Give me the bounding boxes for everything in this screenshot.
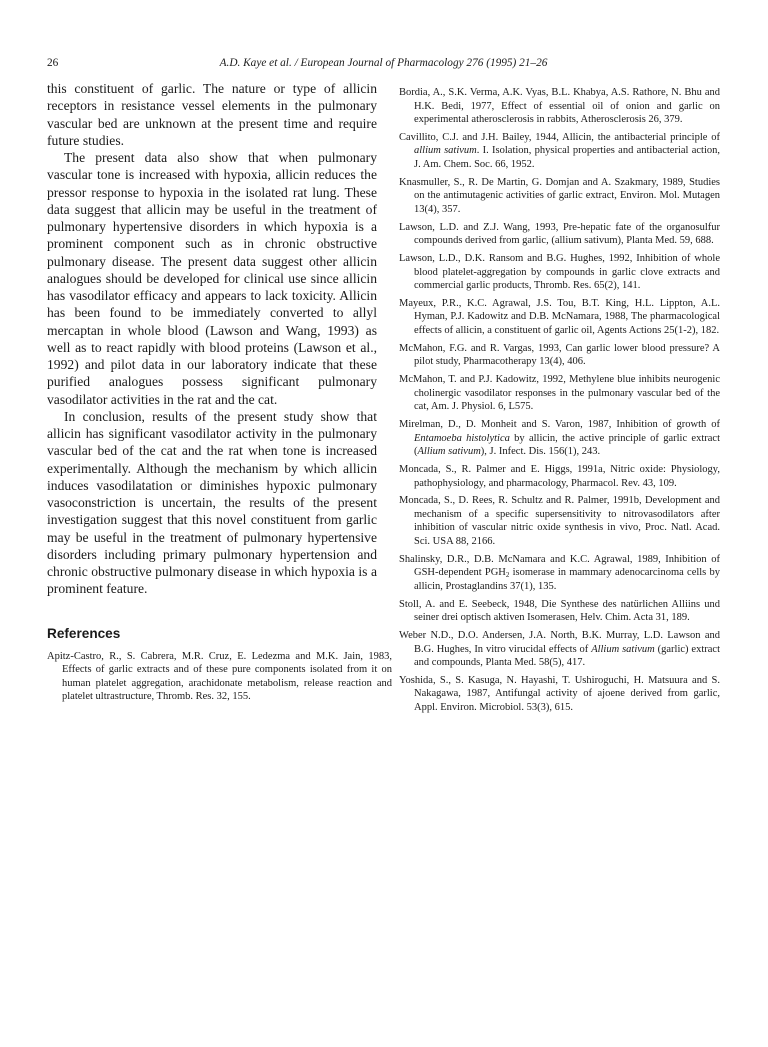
page-number: 26 (47, 57, 59, 69)
body-paragraph: this constituent of garlic. The nature or type of allicin receptors in resistance vessel elements in the pulmonary vascular bed are unknown at the present time and require future studies. (47, 81, 377, 148)
reference-italic-term: Entamoeba histolytica (414, 432, 510, 444)
reference-text: ), J. Infect. Dis. 156(1), 243. (480, 446, 601, 458)
references-heading: References (47, 625, 121, 641)
reference-list-right (399, 86, 720, 714)
reference-item (399, 553, 720, 594)
reference-text: Knasmuller, S., R. De Martin, G. Domjan and A. Szakmary, 1989, Studies on the antimutagenic activities of garlic extract, Environ. Mol. Mutagen 13(4), 357. (399, 176, 720, 215)
reference-item (399, 418, 720, 459)
reference-item (399, 131, 720, 172)
reference-item (399, 221, 720, 248)
reference-text: Stoll, A. and E. Seebeck, 1948, Die Synthese des natürlichen Alliins und seiner drei optisch aktiven Isomerasen, Helv. Chim. Acta 31, 189. (399, 598, 720, 624)
reference-text: Weber N.D., D.O. Andersen, J.A. North, B.K. Murray, L.D. Lawson and B.G. Hughes, In vitro virucidal effects of (399, 630, 720, 655)
reference-text: Yoshida, S., S. Kasuga, N. Hayashi, T. Ushiroguchi, H. Matsuura and S. Nakagawa, 1987, Antifungal activity of ajoene derived from garlic, Appl. Environ. Microbiol. 53(3), 615. (399, 674, 720, 713)
reference-text: isomerase in mammary adenocarcinoma cells by allicin, Prostaglandins 37(1), 135. (414, 567, 720, 592)
reference-item (399, 176, 720, 217)
reference-text: Lawson, L.D. and Z.J. Wang, 1993, Pre-hepatic fate of the organosulfur compounds derived from garlic, (allium sativum), Planta Med. 59, 688. (399, 221, 720, 247)
reference-italic-term: allium sativum (414, 145, 477, 157)
reference-text: Cavillito, C.J. and J.H. Bailey, 1944, Allicin, the antibacterial principle of (399, 131, 720, 143)
reference-item (399, 297, 720, 338)
reference-text: McMahon, T. and P.J. Kadowitz, 1992, Methylene blue inhibits neurogenic cholinergic vasodilator responses in the pulmonary vascular bed of the cat, Am. J. Physiol. 6, L575. (399, 374, 720, 413)
reference-list-left (47, 650, 392, 704)
reference-text: Mirelman, D., D. Monheit and S. Varon, 1987, Inhibition of growth of (399, 419, 720, 431)
reference-text: Moncada, S., D. Rees, R. Schultz and R. Palmer, 1991b, Development and mechanism of a specific supersensitivity to nitrovasodilators after inhibition of vascular nitric oxide synthesis in vivo, Proc. Natl. Acad. Sci. USA 88, 2166. (399, 495, 720, 547)
reference-text: Moncada, S., R. Palmer and E. Higgs, 1991a, Nitric oxide: Physiology, pathophysiology, and pharmacology, Pharmacol. Rev. 43, 109. (399, 464, 720, 489)
reference-text: Mayeux, P.R., K.C. Agrawal, J.S. Tou, B.T. King, H.L. Lippton, A.L. Hyman, P.J. Kadowitz and D.B. McNamara, 1988, The pharmacological effects of allicin, a constituent of garlic oil, Agents Actions 25(1-2), 182. (399, 297, 720, 336)
reference-item (47, 650, 392, 704)
reference-text: McMahon, F.G. and R. Vargas, 1993, Can garlic lower blood pressure? A pilot study, Pharmacotherapy 13(4), 406. (399, 342, 720, 368)
reference-text: by allicin, the active principle of garlic extract ( (414, 432, 720, 458)
reference-text: Shalinsky, D.R., D.B. McNamara and K.C. Agrawal, 1989, Inhibition of GSH-dependent PGH (399, 553, 720, 579)
reference-text: Lawson, L.D., D.K. Ransom and B.G. Hughes, 1992, Inhibition of whole blood platelet-aggregation by compounds in garlic clove extracts and commercial garlic products, Thromb. Res. 65(2), 141. (399, 253, 720, 292)
reference-item (399, 629, 720, 670)
reference-text: (garlic) extract and compounds, Planta Med. 58(5), 417. (414, 643, 720, 669)
reference-item (399, 86, 720, 127)
reference-item (399, 252, 720, 293)
right-column (399, 86, 720, 719)
reference-item (399, 463, 720, 490)
reference-item (399, 342, 720, 369)
reference-item (399, 674, 720, 715)
reference-item (399, 494, 720, 548)
running-head (47, 57, 720, 73)
reference-subscript: 2 (505, 571, 510, 580)
reference-item (399, 373, 720, 414)
reference-italic-term: Allium sativum (417, 446, 481, 458)
body-paragraph: The present data also show that when pulmonary vascular tone is increased with hypoxia, allicin reduces the pressor response to hypoxia in the isolated rat lung. These data suggest that allicin may be useful in the treatment of pulmonary hypertensive disorders in which hypoxia is a prominent component such as in chronic obstructive pulmonary disease. The present data suggest other allicin analogues should be developed for clinical use since allicin has vasodilator efficacy and appears to lack toxicity. Allicin has been found to be immediately converted to allyl mercaptan in whole blood (Lawson and Wang, 1993) as well as to react rapidly with blood proteins (Lawson et al., 1992) and pilot data in our laboratory indicate that these purified analogues possess significant pulmonary vasodilator activities in the rat and the cat. (47, 150, 377, 407)
reference-item (399, 598, 720, 625)
conclusion-paragraph: In conclusion, results of the present study show that allicin has significant vasodilator activity in the pulmonary vascular bed of the cat and the rat when tone is increased experimentally. Although the mechanism by which allicin induces vasodilatation or diminishes hypoxic pulmonary vasoconstriction is uncertain, the results of the present investigation suggest that this novel constituent from garlic may be useful in the treatment of pulmonary hypertensive disorders including primary pulmonary hypertension and chronic obstructive pulmonary disease in which hypoxia is a prominent feature. (47, 408, 377, 597)
reference-text: . I. Isolation, physical properties and antibacterial action, J. Am. Chem. Soc. 66, 1952. (414, 145, 721, 170)
journal-citation: A.D. Kaye et al. / European Journal of Pharmacology 276 (1995) 21–26 (219, 57, 548, 69)
reference-text: Bordia, A., S.K. Verma, A.K. Vyas, B.L. Khabya, A.S. Rathore, N. Bhu and H.K. Bedi, 1977, Effect of essential oil of onion and garlic on experimental atherosclerosis in rabbits, Atherosclerosis 26, 379. (399, 87, 720, 125)
reference-text: Apitz-Castro, R., S. Cabrera, M.R. Cruz, E. Ledezma and M.K. Jain, 1983, Effects of garlic extracts and of these pure components isolated from it on human platelet aggregation, arachidonate metabolism, release reaction and platelet ultrastructure, Thromb. Res. 32, 155. (47, 650, 392, 702)
left-column (47, 80, 392, 708)
reference-italic-term: Allium sativum (591, 643, 655, 655)
